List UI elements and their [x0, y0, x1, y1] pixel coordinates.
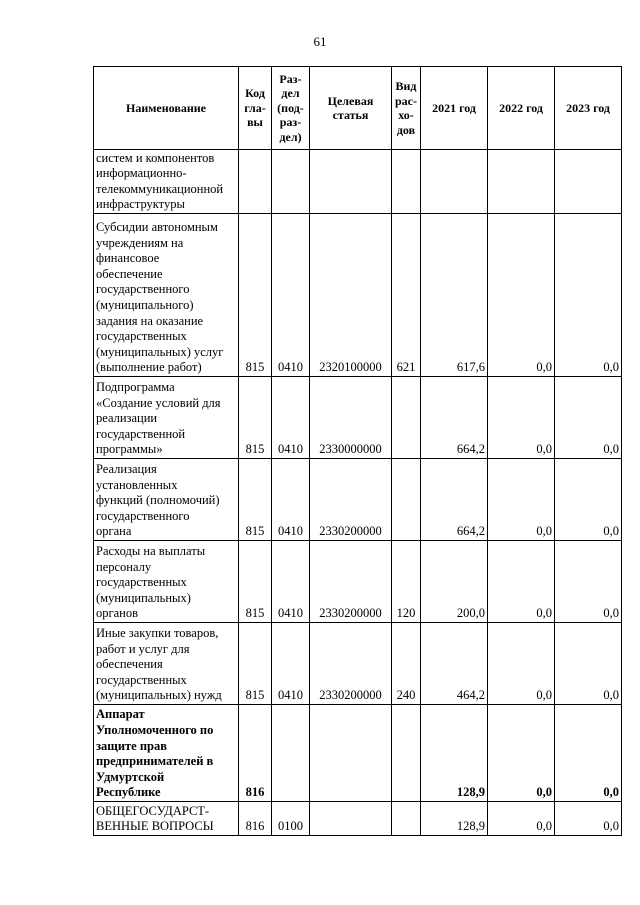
row-2023: 0,0: [555, 459, 622, 541]
row-target: 2330200000: [310, 541, 392, 623]
row-kind: 120: [392, 541, 421, 623]
row-2022: 0,0: [488, 802, 555, 836]
row-target: 2320100000: [310, 214, 392, 377]
row-kind: 240: [392, 623, 421, 705]
row-section: 0410: [272, 541, 310, 623]
row-code: 815: [239, 214, 272, 377]
row-section: 0100: [272, 802, 310, 836]
row-kind: [392, 802, 421, 836]
row-2021: 464,2: [421, 623, 488, 705]
row-name: ОБЩЕГОСУДАРСТ- ВЕННЫЕ ВОПРОСЫ: [94, 802, 239, 836]
table-row: [94, 541, 622, 623]
row-code: 816: [239, 802, 272, 836]
row-kind: [392, 705, 421, 802]
row-name: Субсидии автономным учреждениям на финансовое обеспечение государственного (муниципального) задания на оказание государственных (муниципальных) услуг (выполнение работ): [94, 214, 239, 377]
row-2023: [555, 150, 622, 214]
row-kind: [392, 150, 421, 214]
row-kind: [392, 377, 421, 459]
row-code: 815: [239, 377, 272, 459]
row-section: 0410: [272, 623, 310, 705]
row-2023: 0,0: [555, 541, 622, 623]
row-2023: 0,0: [555, 377, 622, 459]
row-2022: 0,0: [488, 459, 555, 541]
row-code: 815: [239, 541, 272, 623]
row-target: 2330200000: [310, 623, 392, 705]
table-row: [94, 623, 622, 705]
header-code: Код гла- вы: [239, 67, 272, 150]
row-2022: [488, 150, 555, 214]
row-2022: 0,0: [488, 377, 555, 459]
row-2023: 0,0: [555, 623, 622, 705]
row-name: Подпрограмма «Создание условий для реализации государственной программы»: [94, 377, 239, 459]
row-2022: 0,0: [488, 705, 555, 802]
table-row: [94, 459, 622, 541]
header-target: Целевая статья: [310, 67, 392, 150]
header-2023: 2023 год: [555, 67, 622, 150]
row-2023: 0,0: [555, 802, 622, 836]
header-name: Наименование: [94, 67, 239, 150]
row-2021: 128,9: [421, 705, 488, 802]
row-target: [310, 802, 392, 836]
header-row: [94, 67, 622, 150]
row-2022: 0,0: [488, 214, 555, 377]
table-row: [94, 802, 622, 836]
header-kind: Вид рас- хо- дов: [392, 67, 421, 150]
row-name: Аппарат Уполномоченного по защите прав предпринимателей в Удмуртской Республике: [94, 705, 239, 802]
row-kind: 621: [392, 214, 421, 377]
row-2022: 0,0: [488, 541, 555, 623]
row-2023: 0,0: [555, 214, 622, 377]
row-section: 0410: [272, 377, 310, 459]
row-target: [310, 705, 392, 802]
row-target: 2330000000: [310, 377, 392, 459]
table-row: [94, 214, 622, 377]
row-name: Расходы на выплаты персоналу государственных (муниципальных) органов: [94, 541, 239, 623]
row-name: Реализация установленных функций (полномочий) государственного органа: [94, 459, 239, 541]
row-section: 0410: [272, 214, 310, 377]
row-target: 2330200000: [310, 459, 392, 541]
header-2022: 2022 год: [488, 67, 555, 150]
row-target: [310, 150, 392, 214]
row-2021: 200,0: [421, 541, 488, 623]
row-section: [272, 705, 310, 802]
row-section: 0410: [272, 459, 310, 541]
table-row: [94, 150, 622, 214]
row-2021: 664,2: [421, 459, 488, 541]
row-2021: [421, 150, 488, 214]
row-name: систем и компонентов информационно- телекоммуникационной инфраструктуры: [94, 150, 239, 214]
page-number: 61: [313, 34, 327, 49]
row-code: 815: [239, 623, 272, 705]
row-kind: [392, 459, 421, 541]
row-name: Иные закупки товаров, работ и услуг для обеспечения государственных (муниципальных) нужд: [94, 623, 239, 705]
row-2022: 0,0: [488, 623, 555, 705]
row-2021: 128,9: [421, 802, 488, 836]
row-section: [272, 150, 310, 214]
row-code: 815: [239, 459, 272, 541]
row-2021: 664,2: [421, 377, 488, 459]
budget-table: [93, 66, 622, 836]
header-section: Раз- дел (под- раз- дел): [272, 67, 310, 150]
row-2023: 0,0: [555, 705, 622, 802]
row-2021: 617,6: [421, 214, 488, 377]
table-row: [94, 705, 622, 802]
table-row: [94, 377, 622, 459]
header-2021: 2021 год: [421, 67, 488, 150]
row-code: 816: [239, 705, 272, 802]
row-code: [239, 150, 272, 214]
